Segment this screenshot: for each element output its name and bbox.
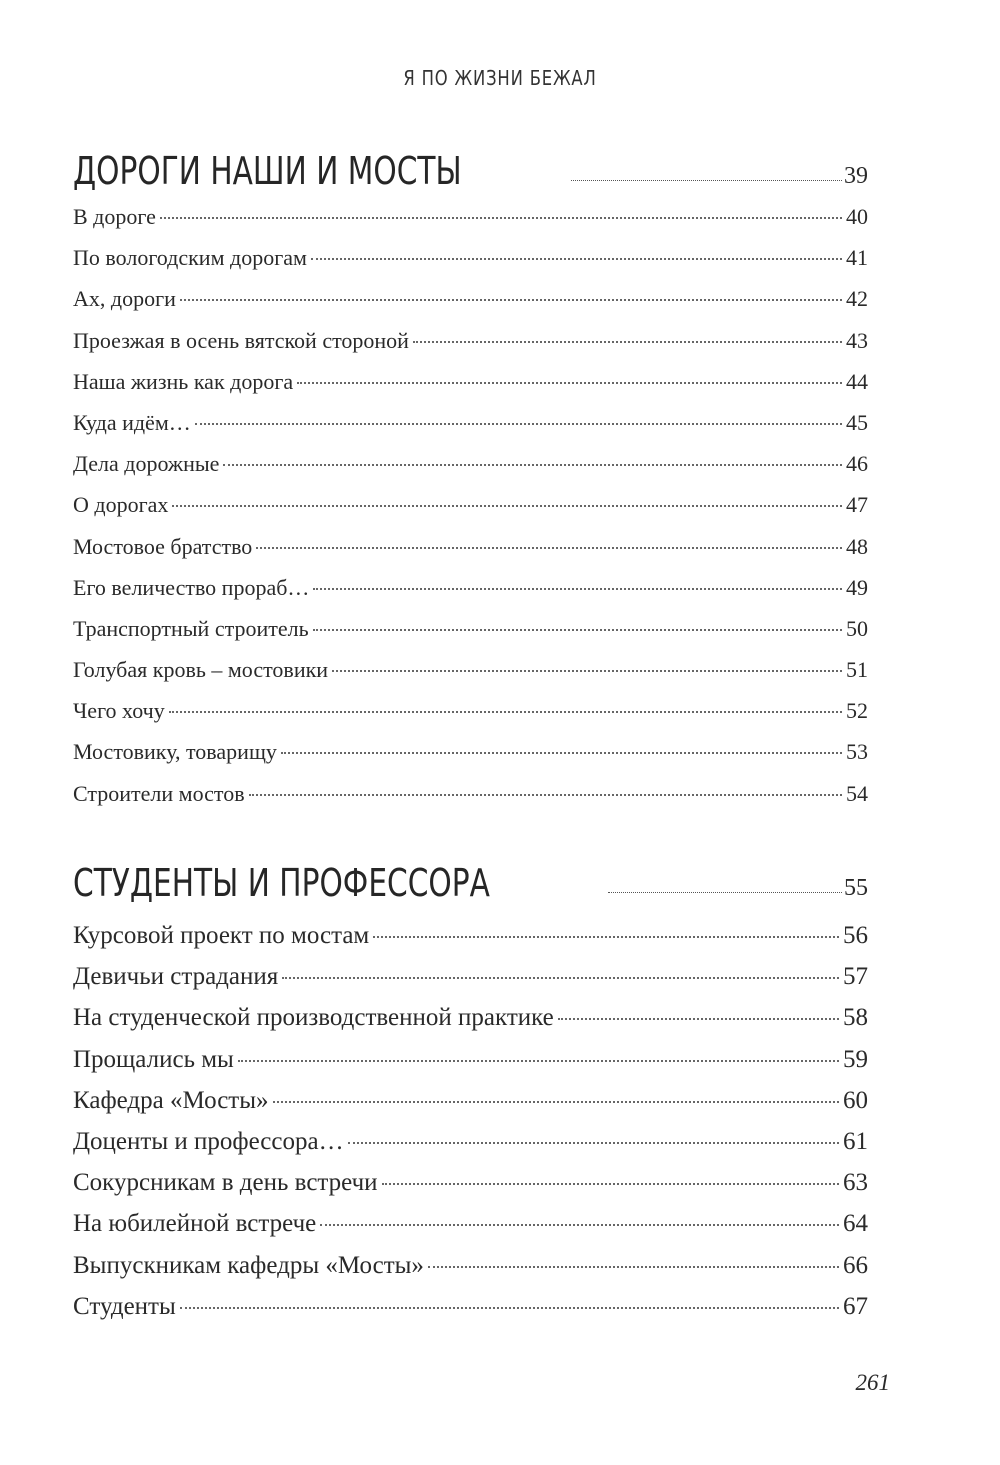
dot-leader	[558, 1018, 839, 1020]
toc-entry[interactable]	[73, 534, 868, 575]
toc-entry[interactable]	[73, 1128, 868, 1169]
entry-title: По вологодским дорогам	[73, 245, 307, 271]
dot-leader	[169, 711, 842, 713]
toc-entry[interactable]	[73, 1004, 868, 1045]
toc-entry[interactable]	[73, 657, 868, 698]
entry-title: Дела дорожные	[73, 451, 220, 477]
entry-page-number: 60	[843, 1086, 868, 1114]
dot-leader	[273, 1101, 839, 1103]
entry-page-number: 54	[846, 780, 868, 806]
entry-page-number: 48	[846, 533, 868, 559]
section-page-number: 55	[844, 875, 868, 901]
entry-page-number: 47	[846, 492, 868, 518]
entry-page-number: 52	[846, 698, 868, 724]
toc-entry[interactable]	[73, 1252, 868, 1293]
dot-leader	[313, 629, 842, 631]
dot-leader	[348, 1142, 839, 1144]
toc-entry[interactable]	[73, 1210, 868, 1251]
toc-entry[interactable]	[73, 575, 868, 616]
toc-entry[interactable]	[73, 1293, 868, 1334]
entry-page-number: 56	[843, 922, 868, 949]
section-heading[interactable]	[73, 140, 868, 193]
page-number: 261	[855, 1370, 890, 1395]
dot-leader	[373, 936, 839, 938]
toc-entry[interactable]	[73, 328, 868, 369]
entry-title: Ах, дороги	[73, 286, 176, 312]
dot-leader	[195, 423, 842, 425]
dot-leader	[608, 892, 842, 893]
entry-title: На юбилейной встрече	[73, 1210, 317, 1238]
entry-title: На студенческой производственной практике	[73, 1004, 554, 1032]
running-head: Я ПО ЖИЗНИ БЕЖАЛ	[403, 66, 597, 90]
dot-leader	[238, 1060, 839, 1062]
entry-title: Кафедра «Мосты»	[73, 1086, 269, 1114]
toc-entry[interactable]	[73, 781, 868, 822]
toc-entry[interactable]	[73, 286, 868, 327]
section-title: СТУДЕНТЫ И ПРОФЕССОРА	[73, 861, 490, 905]
entry-page-number: 58	[843, 1004, 868, 1032]
entry-title: Его величество прораб…	[73, 574, 310, 600]
entry-title: Выпускникам кафедры «Мосты»	[73, 1251, 424, 1279]
toc-entry[interactable]	[73, 1046, 868, 1087]
entry-title: Строители мостов	[73, 780, 245, 806]
entry-page-number: 44	[846, 368, 868, 394]
dot-leader	[428, 1266, 839, 1268]
entry-title: Доценты и профессора…	[73, 1127, 344, 1155]
entry-title: В дороге	[73, 204, 156, 229]
toc-list	[73, 922, 868, 1334]
entry-title: Проезжая в осень вятской стороной	[73, 327, 409, 353]
toc-entry[interactable]	[73, 616, 868, 657]
dot-leader	[382, 1183, 839, 1185]
dot-leader	[249, 794, 842, 796]
toc-entry[interactable]	[73, 369, 868, 410]
entry-page-number: 40	[846, 204, 868, 229]
entry-title: Наша жизнь как дорога	[73, 368, 294, 394]
toc-list	[73, 204, 868, 822]
toc-entry[interactable]	[73, 204, 868, 245]
section-title: ДОРОГИ НАШИ И МОСТЫ	[73, 149, 462, 193]
entry-title: Девичьи страдания	[73, 963, 279, 991]
entry-page-number: 51	[846, 657, 868, 683]
section-page-number: 39	[844, 163, 868, 189]
entry-title: Транспортный строитель	[73, 615, 309, 641]
entry-title: Сокурсникам в день встречи	[73, 1169, 378, 1197]
entry-page-number: 63	[843, 1169, 868, 1197]
entry-title: О дорогах	[73, 492, 169, 518]
entry-page-number: 57	[843, 963, 868, 991]
dot-leader	[223, 464, 842, 466]
dot-leader	[256, 547, 842, 549]
toc-section-students	[73, 852, 868, 1334]
dot-leader	[172, 505, 842, 507]
entry-page-number: 67	[843, 1292, 868, 1320]
entry-title: Чего хочу	[73, 698, 165, 724]
dot-leader	[282, 977, 839, 979]
dot-leader	[180, 299, 842, 301]
entry-title: Студенты	[73, 1292, 176, 1320]
entry-title: Курсовой проект по мостам	[73, 922, 370, 949]
toc-entry[interactable]	[73, 1087, 868, 1128]
entry-page-number: 46	[846, 451, 868, 477]
entry-title: Прощались мы	[73, 1045, 234, 1073]
entry-title: Мостовое братство	[73, 533, 253, 559]
entry-page-number: 45	[846, 409, 868, 435]
entry-page-number: 42	[846, 286, 868, 312]
dot-leader	[332, 670, 842, 672]
entry-title: Мостовику, товарищу	[73, 739, 277, 765]
toc-entry[interactable]	[73, 245, 868, 286]
dot-leader	[180, 1307, 839, 1309]
toc-entry[interactable]	[73, 739, 868, 780]
dot-leader	[571, 180, 842, 181]
entry-page-number: 53	[846, 739, 868, 765]
dot-leader	[281, 752, 842, 754]
entry-page-number: 64	[843, 1210, 868, 1238]
dot-leader	[311, 258, 842, 260]
dot-leader	[160, 217, 842, 219]
entry-page-number: 66	[843, 1251, 868, 1279]
entry-page-number: 41	[846, 245, 868, 271]
dot-leader	[313, 588, 842, 590]
entry-page-number: 50	[846, 615, 868, 641]
toc-entry[interactable]	[73, 1169, 868, 1210]
toc-entry[interactable]	[73, 451, 868, 492]
toc-section-roads	[73, 140, 868, 822]
entry-page-number: 49	[846, 574, 868, 600]
entry-page-number: 59	[843, 1045, 868, 1073]
entry-page-number: 43	[846, 327, 868, 353]
dot-leader	[413, 341, 842, 343]
toc-entry[interactable]	[73, 492, 868, 533]
dot-leader	[297, 382, 842, 384]
entry-page-number: 61	[843, 1127, 868, 1155]
toc-entry[interactable]	[73, 410, 868, 451]
toc-entry[interactable]	[73, 922, 868, 963]
section-heading[interactable]	[73, 852, 868, 905]
dot-leader	[320, 1224, 839, 1226]
toc-entry[interactable]	[73, 698, 868, 739]
entry-title: Куда идём…	[73, 409, 191, 435]
entry-title: Голубая кровь – мостовики	[73, 657, 329, 683]
toc-entry[interactable]	[73, 963, 868, 1004]
